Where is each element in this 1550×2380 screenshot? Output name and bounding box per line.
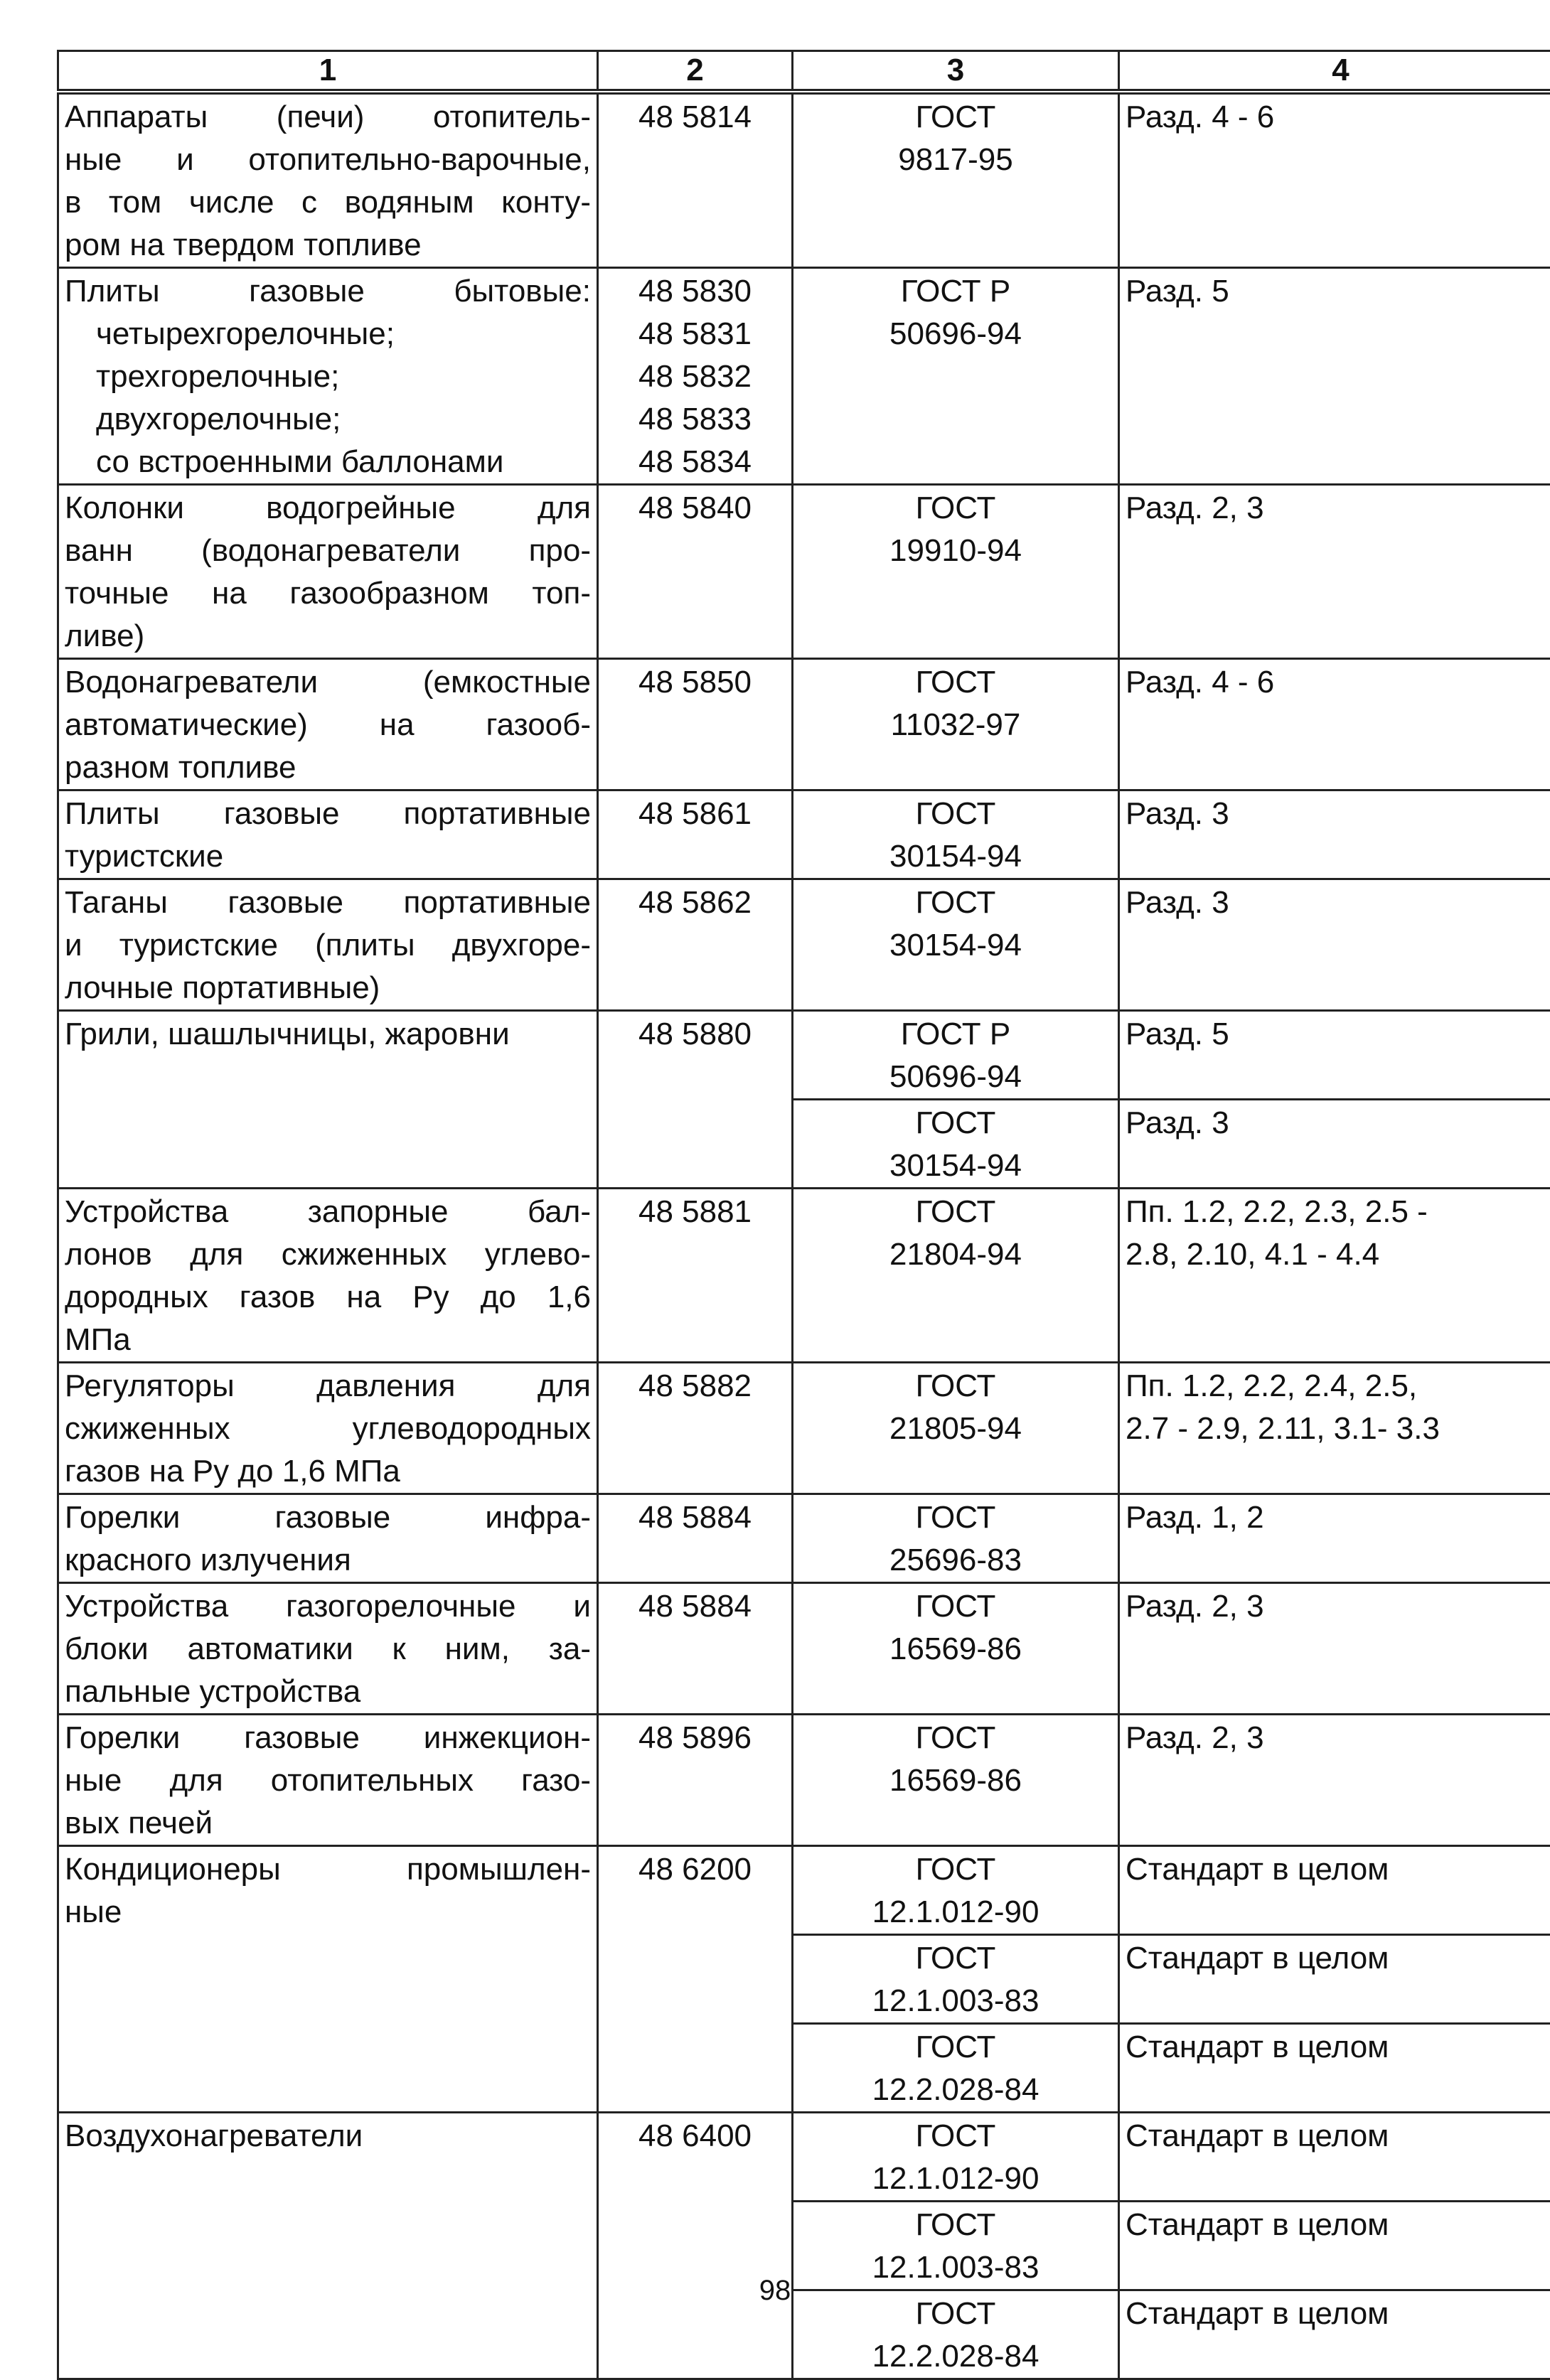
product-name-cell: [58, 1846, 598, 2113]
table-row: [58, 879, 1550, 1011]
sections-cell: [1119, 92, 1550, 268]
standard-doc-line: ГОСТ: [799, 1937, 1112, 1980]
okp-code: 48 6400: [604, 2115, 786, 2157]
sections-cell: [1119, 268, 1550, 485]
product-name-line: Регуляторы давления для: [65, 1365, 591, 1408]
standard-doc-cell: [793, 485, 1119, 659]
sections-line: Стандарт в целом: [1126, 1937, 1550, 1980]
product-name-line: газов на Pу до 1,6 МПа: [65, 1450, 591, 1493]
product-name-line: Воздухонагреватели: [65, 2115, 591, 2157]
standard-doc-line: ГОСТ: [799, 793, 1112, 835]
sections-line: Разд. 5: [1126, 1013, 1550, 1056]
sections-line: Пп. 1.2, 2.2, 2.4, 2.5,: [1126, 1365, 1550, 1408]
sections-line: Стандарт в целом: [1126, 1848, 1550, 1891]
product-name-cell: [58, 1363, 598, 1494]
product-name-cell: [58, 2113, 598, 2379]
standard-doc-line: ГОСТ: [799, 1585, 1112, 1628]
okp-code: 48 5896: [604, 1717, 786, 1759]
okp-code: 48 5882: [604, 1365, 786, 1408]
table-row: [58, 92, 1550, 268]
okp-code: 48 5884: [604, 1585, 786, 1628]
product-name-cell: [58, 268, 598, 485]
product-name-cell: [58, 1583, 598, 1715]
standard-doc-line: ГОСТ: [799, 2115, 1112, 2157]
standard-doc-line: 12.1.003-83: [799, 2246, 1112, 2289]
header-col-4: 4: [1119, 51, 1550, 92]
okp-code-cell: [598, 2113, 793, 2379]
standard-doc-line: ГОСТ: [799, 661, 1112, 704]
standard-doc-line: ГОСТ: [799, 1365, 1112, 1408]
table-body: [58, 92, 1550, 2379]
sections-cell: [1119, 1363, 1550, 1494]
standard-doc-line: 25696-83: [799, 1539, 1112, 1582]
sections-cell: [1119, 1011, 1550, 1100]
okp-code-cell: [598, 1494, 793, 1583]
product-name-line: Грили, шашлычницы, жаровни: [65, 1013, 591, 1056]
sections-cell: [1119, 1189, 1550, 1363]
product-name-line: ные и отопительно-варочные,: [65, 139, 591, 181]
sections-line: Разд. 4 - 6: [1126, 661, 1550, 704]
table-row: [58, 1494, 1550, 1583]
product-name-line: ванн (водонагреватели про-: [65, 530, 591, 572]
sections-cell: [1119, 1935, 1550, 2024]
product-name-line: Горелки газовые инфра-: [65, 1496, 591, 1539]
product-name-line: трехгорелочные;: [65, 355, 591, 398]
table-row: [58, 1715, 1550, 1846]
product-name-line: Таганы газовые портативные: [65, 881, 591, 924]
product-name-cell: [58, 790, 598, 879]
product-name-cell: [58, 659, 598, 790]
product-name-cell: [58, 1494, 598, 1583]
standard-doc-cell: [793, 659, 1119, 790]
standard-doc-line: 21805-94: [799, 1408, 1112, 1450]
sections-line: Стандарт в целом: [1126, 2293, 1550, 2335]
okp-code: 48 5884: [604, 1496, 786, 1539]
okp-code: 48 5831: [604, 313, 786, 355]
standard-doc-line: ГОСТ: [799, 2204, 1112, 2246]
product-name-line: Устройства запорные бал-: [65, 1191, 591, 1233]
standard-doc-line: ГОСТ Р: [799, 1013, 1112, 1056]
okp-code: 48 5850: [604, 661, 786, 704]
sections-line: Разд. 3: [1126, 1102, 1550, 1145]
standard-doc-line: 30154-94: [799, 835, 1112, 878]
product-name-cell: [58, 1189, 598, 1363]
sections-line: Разд. 3: [1126, 793, 1550, 835]
product-name-line: дородных газов на Pу до 1,6: [65, 1276, 591, 1319]
product-name-line: блоки автоматики к ним, за-: [65, 1628, 591, 1671]
standards-table: [57, 50, 1550, 2380]
sections-cell: [1119, 1494, 1550, 1583]
table-row: [58, 1846, 1550, 1935]
product-name-line: красного излучения: [65, 1539, 591, 1582]
product-name-line: точные на газообразном топ-: [65, 572, 591, 615]
table-row: [58, 1011, 1550, 1100]
standard-doc-line: 19910-94: [799, 530, 1112, 572]
product-name-line: туристские: [65, 835, 591, 878]
okp-code-cell: [598, 659, 793, 790]
product-name-line: Водонагреватели (емкостные: [65, 661, 591, 704]
standard-doc-line: ГОСТ: [799, 2293, 1112, 2335]
standard-doc-cell: [793, 268, 1119, 485]
product-name-line: ливе): [65, 615, 591, 658]
product-name-line: сжиженных углеводородных: [65, 1408, 591, 1450]
product-name-line: разном топливе: [65, 746, 591, 789]
sections-line: Разд. 5: [1126, 270, 1550, 313]
product-name-line: пальные устройства: [65, 1671, 591, 1713]
okp-code-cell: [598, 1363, 793, 1494]
okp-code: 48 5862: [604, 881, 786, 924]
okp-code-cell: [598, 485, 793, 659]
standard-doc-line: 30154-94: [799, 924, 1112, 967]
okp-code: 48 5840: [604, 487, 786, 530]
sections-line: Стандарт в целом: [1126, 2026, 1550, 2069]
standard-doc-line: ГОСТ: [799, 487, 1112, 530]
product-name-line: лочные портативные): [65, 967, 591, 1009]
standard-doc-cell: [793, 1011, 1119, 1100]
table-row: [58, 485, 1550, 659]
sections-line: Разд. 2, 3: [1126, 1585, 1550, 1628]
product-name-line: ные: [65, 1891, 591, 1934]
standard-doc-cell: [793, 92, 1119, 268]
okp-code-cell: [598, 268, 793, 485]
sections-cell: [1119, 1100, 1550, 1189]
product-name-line: двухгорелочные;: [65, 398, 591, 441]
table-row: [58, 268, 1550, 485]
standard-doc-cell: [793, 1846, 1119, 1935]
okp-code: 48 5861: [604, 793, 786, 835]
okp-code: 48 5830: [604, 270, 786, 313]
product-name-cell: [58, 1715, 598, 1846]
okp-code: 48 5814: [604, 96, 786, 139]
standard-doc-line: ГОСТ: [799, 1496, 1112, 1539]
okp-code: 48 5881: [604, 1191, 786, 1233]
standard-doc-line: 12.1.012-90: [799, 2157, 1112, 2200]
product-name-cell: [58, 92, 598, 268]
product-name-line: Кондиционеры промышлен-: [65, 1848, 591, 1891]
product-name-line: четырехгорелочные;: [65, 313, 591, 355]
standard-doc-cell: [793, 879, 1119, 1011]
okp-code-cell: [598, 1715, 793, 1846]
sections-line: Стандарт в целом: [1126, 2204, 1550, 2246]
standard-doc-line: 50696-94: [799, 313, 1112, 355]
standard-doc-cell: [793, 790, 1119, 879]
product-name-line: автоматические) на газооб-: [65, 704, 591, 746]
okp-code-cell: [598, 92, 793, 268]
sections-line: Стандарт в целом: [1126, 2115, 1550, 2157]
standard-doc-line: 9817-95: [799, 139, 1112, 181]
table-header: [58, 51, 1550, 92]
standard-doc-cell: [793, 1363, 1119, 1494]
standard-doc-line: ГОСТ Р: [799, 270, 1112, 313]
standard-doc-line: ГОСТ: [799, 96, 1112, 139]
header-row: [58, 51, 1550, 92]
okp-code-cell: [598, 1583, 793, 1715]
product-name-cell: [58, 879, 598, 1011]
product-name-line: МПа: [65, 1319, 591, 1361]
standard-doc-line: 12.1.012-90: [799, 1891, 1112, 1934]
standard-doc-cell: [793, 1715, 1119, 1846]
product-name-line: Устройства газогорелочные и: [65, 1585, 591, 1628]
table-row: [58, 659, 1550, 790]
product-name-cell: [58, 485, 598, 659]
sections-line: 2.8, 2.10, 4.1 - 4.4: [1126, 1233, 1550, 1276]
standard-doc-line: 21804-94: [799, 1233, 1112, 1276]
standard-doc-cell: [793, 1935, 1119, 2024]
header-col-1: 1: [58, 51, 598, 92]
sections-cell: [1119, 1583, 1550, 1715]
sections-line: Разд. 4 - 6: [1126, 96, 1550, 139]
standard-doc-cell: [793, 1189, 1119, 1363]
product-name-line: вых печей: [65, 1802, 591, 1845]
sections-cell: [1119, 2113, 1550, 2202]
okp-code-cell: [598, 1011, 793, 1189]
sections-cell: [1119, 790, 1550, 879]
product-name-line: ром на твердом топливе: [65, 224, 591, 267]
okp-code: 48 5880: [604, 1013, 786, 1056]
standard-doc-line: 16569-86: [799, 1628, 1112, 1671]
sections-line: Разд. 2, 3: [1126, 487, 1550, 530]
header-col-3: 3: [793, 51, 1119, 92]
standard-doc-line: 12.2.028-84: [799, 2335, 1112, 2378]
header-col-2: 2: [598, 51, 793, 92]
standard-doc-line: ГОСТ: [799, 1102, 1112, 1145]
standard-doc-line: 12.2.028-84: [799, 2069, 1112, 2111]
okp-code-cell: [598, 1189, 793, 1363]
okp-code: 48 5834: [604, 441, 786, 483]
sections-cell: [1119, 1715, 1550, 1846]
standard-doc-line: 11032-97: [799, 704, 1112, 746]
okp-code: 48 5833: [604, 398, 786, 441]
sections-line: Разд. 2, 3: [1126, 1717, 1550, 1759]
okp-code-cell: [598, 790, 793, 879]
sections-cell: [1119, 485, 1550, 659]
standard-doc-line: 30154-94: [799, 1145, 1112, 1187]
standard-doc-line: ГОСТ: [799, 881, 1112, 924]
standard-doc-line: ГОСТ: [799, 2026, 1112, 2069]
product-name-line: ные для отопительных газо-: [65, 1759, 591, 1802]
table-row: [58, 2113, 1550, 2202]
sections-cell: [1119, 879, 1550, 1011]
product-name-line: в том числе с водяным конту-: [65, 181, 591, 224]
sections-cell: [1119, 659, 1550, 790]
standard-doc-line: ГОСТ: [799, 1191, 1112, 1233]
table-row: [58, 1363, 1550, 1494]
product-name-line: и туристские (плиты двухгоре-: [65, 924, 591, 967]
table-row: [58, 1189, 1550, 1363]
product-name-line: со встроенными баллонами: [65, 441, 591, 483]
standard-doc-cell: [793, 2113, 1119, 2202]
standard-doc-cell: [793, 1494, 1119, 1583]
standard-doc-cell: [793, 2024, 1119, 2113]
sections-line: Разд. 3: [1126, 881, 1550, 924]
standard-doc-cell: [793, 1583, 1119, 1715]
product-name-line: Плиты газовые бытовые:: [65, 270, 591, 313]
product-name-line: Аппараты (печи) отопитель-: [65, 96, 591, 139]
standard-doc-line: ГОСТ: [799, 1848, 1112, 1891]
product-name-line: лонов для сжиженных углево-: [65, 1233, 591, 1276]
sections-cell: [1119, 1846, 1550, 1935]
standard-doc-line: 50696-94: [799, 1056, 1112, 1098]
product-name-line: Горелки газовые инжекцион-: [65, 1717, 591, 1759]
sections-line: 2.7 - 2.9, 2.11, 3.1- 3.3: [1126, 1408, 1550, 1450]
table-row: [58, 790, 1550, 879]
okp-code-cell: [598, 879, 793, 1011]
okp-code-cell: [598, 1846, 793, 2113]
standard-doc-line: 16569-86: [799, 1759, 1112, 1802]
sections-line: Пп. 1.2, 2.2, 2.3, 2.5 -: [1126, 1191, 1550, 1233]
okp-code: 48 6200: [604, 1848, 786, 1891]
standard-doc-line: ГОСТ: [799, 1717, 1112, 1759]
product-name-line: Колонки водогрейные для: [65, 487, 591, 530]
okp-code: 48 5832: [604, 355, 786, 398]
product-name-line: Плиты газовые портативные: [65, 793, 591, 835]
page-number: 98: [0, 2275, 1550, 2307]
product-name-cell: [58, 1011, 598, 1189]
standard-doc-line: 12.1.003-83: [799, 1980, 1112, 2022]
sections-cell: [1119, 2024, 1550, 2113]
standard-doc-cell: [793, 1100, 1119, 1189]
sections-line: Разд. 1, 2: [1126, 1496, 1550, 1539]
table-row: [58, 1583, 1550, 1715]
